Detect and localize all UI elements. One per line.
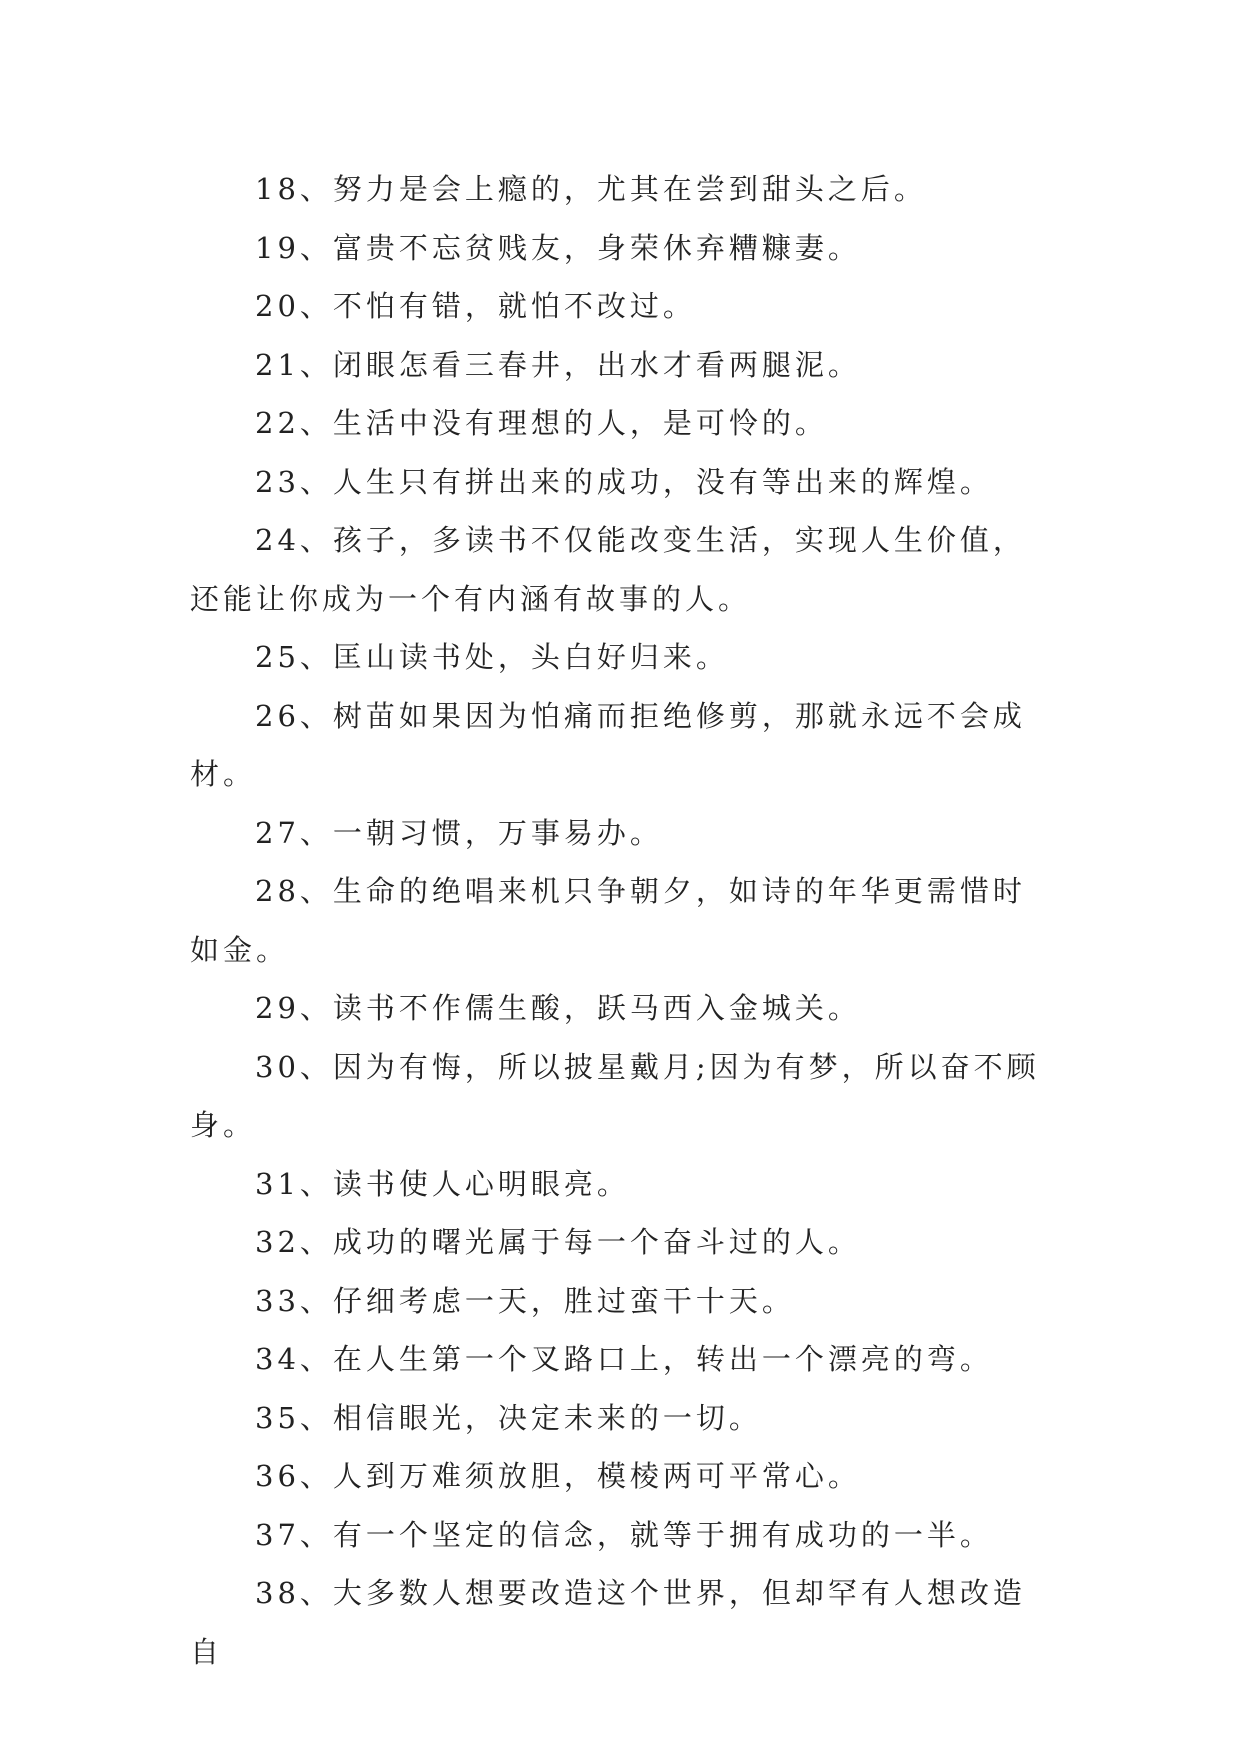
document-body xyxy=(190,160,1050,1681)
paragraph-27: 27、一朝习惯，万事易办。 xyxy=(255,815,663,850)
paragraph-24: 24、孩子，多读书不仅能改变生活，实现人生价值，还能让你成为一个有内涵有故事的人。 xyxy=(190,523,1026,616)
paragraph-28: 28、生命的绝唱来机只争朝夕，如诗的年华更需惜时如金。 xyxy=(190,874,1026,967)
paragraph-32: 32、成功的曙光属于每一个奋斗过的人。 xyxy=(255,1225,861,1259)
paragraph-25: 25、匡山读书处，头白好归来。 xyxy=(255,640,729,674)
paragraph-19: 19、富贵不忘贫贱友，身荣休弃糟糠妻。 xyxy=(255,230,861,265)
paragraph-34: 34、在人生第一个叉路口上，转出一个漂亮的弯。 xyxy=(255,1342,993,1376)
paragraph-37: 37、有一个坚定的信念，就等于拥有成功的一半。 xyxy=(255,1517,993,1552)
paragraph-38: 38、大多数人想要改造这个世界，但却罕有人想改造自 xyxy=(190,1576,1026,1669)
paragraph-30: 30、因为有悔，所以披星戴月;因为有梦，所以奋不顾身。 xyxy=(190,1049,1040,1142)
paragraph-23: 23、人生只有拼出来的成功，没有等出来的辉煌。 xyxy=(255,464,993,499)
paragraph-21: 21、闭眼怎看三春井，出水才看两腿泥。 xyxy=(255,347,861,382)
paragraph-36: 36、人到万难须放胆，模棱两可平常心。 xyxy=(255,1459,861,1493)
paragraph-18: 18、努力是会上瘾的，尤其在尝到甜头之后。 xyxy=(255,172,927,206)
paragraph-22: 22、生活中没有理想的人，是可怜的。 xyxy=(255,406,828,440)
paragraph-33: 33、仔细考虑一天，胜过蛮干十天。 xyxy=(255,1283,795,1318)
paragraph-35: 35、相信眼光，决定未来的一切。 xyxy=(255,1400,762,1435)
paragraph-20: 20、不怕有错，就怕不改过。 xyxy=(255,289,696,323)
paragraph-26: 26、树苗如果因为怕痛而拒绝修剪，那就永远不会成材。 xyxy=(190,698,1026,791)
paragraph-31: 31、读书使人心明眼亮。 xyxy=(255,1166,630,1201)
paragraph-29: 29、读书不作儒生酸，跃马西入金城关。 xyxy=(255,991,861,1025)
